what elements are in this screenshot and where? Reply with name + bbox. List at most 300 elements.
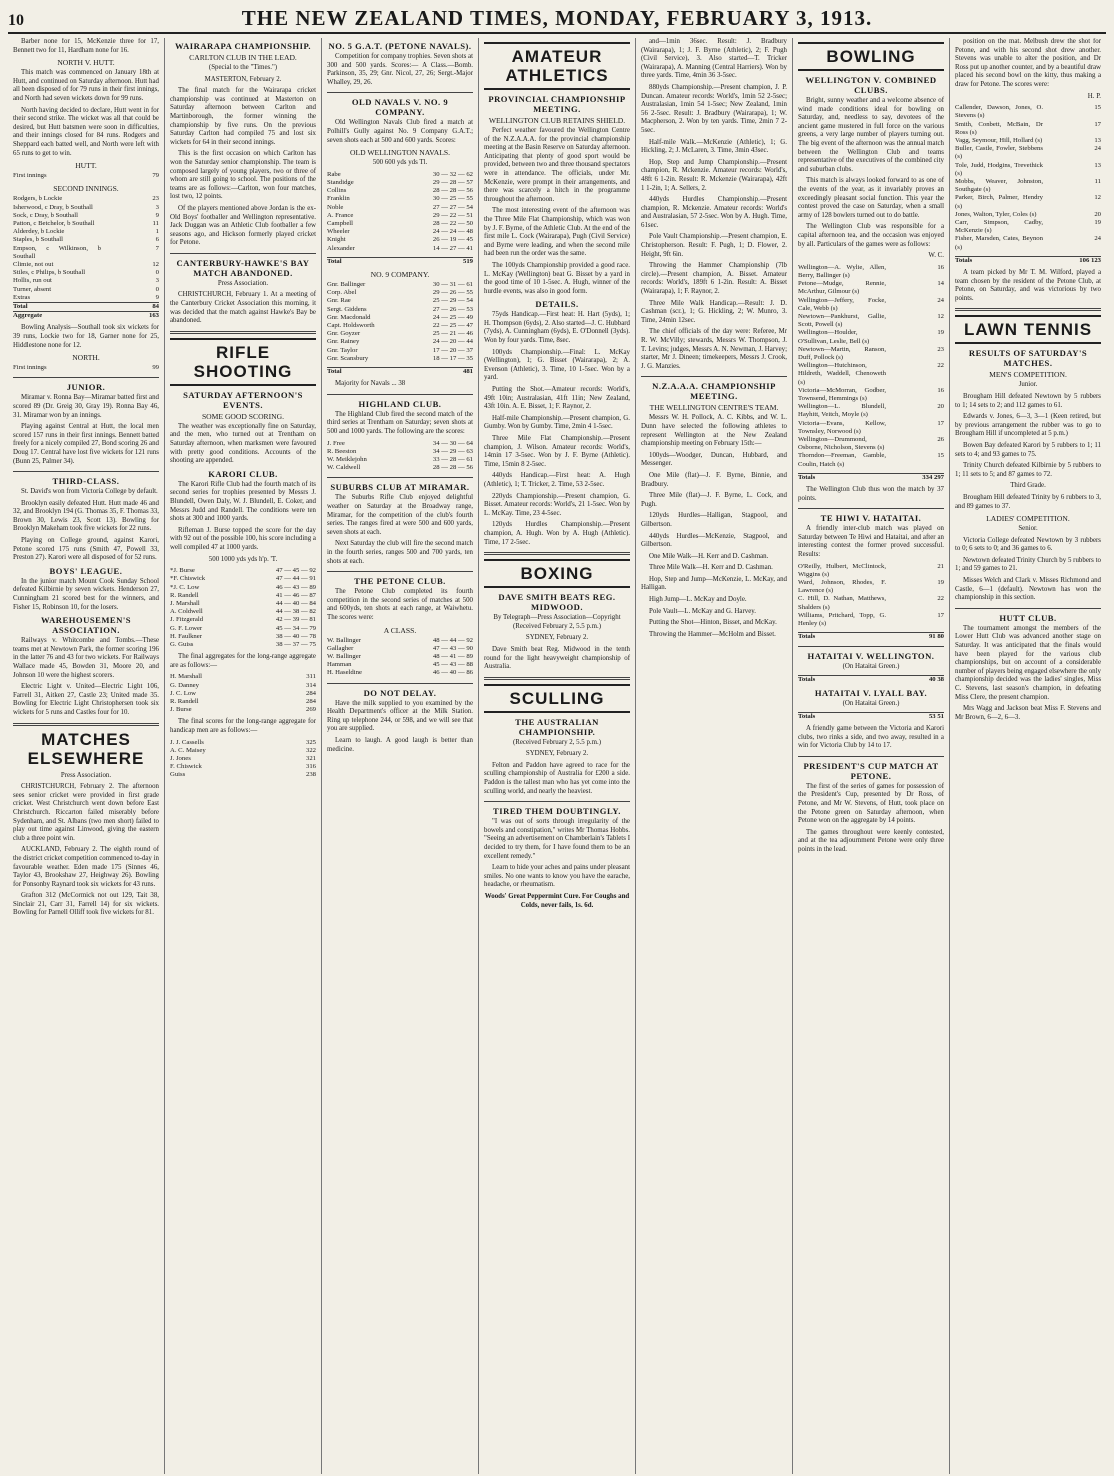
table-cell: Totals — [798, 473, 894, 482]
table-cell: Patton, c Betchelor, b Southall — [13, 219, 95, 227]
article-paragraph: Competition for company trophies. Seven shots at 300 and 500 yards. Scores:— A Class.—Bomb. Parkinson, 35, 29; Gnr. Nicol, 27, 26; Sergt.-Major Whalley, 29, 26. — [327, 53, 473, 86]
table-row — [170, 608, 316, 616]
table-row — [798, 329, 944, 345]
article-paragraph: This match is always looked forward to as one of the events of the year, as it invariably proves an exceedingly pleasant social function. This year the contest proved the case on Saturday, when a small army of 128 bowlers turned out to do battle. — [798, 177, 944, 219]
table-cell: Isherwood, c Dray, b Southall — [13, 203, 93, 211]
table-cell: Smith, Conbett, McBain, Dr Ross (s) — [955, 120, 1043, 136]
column-3 — [322, 38, 479, 1474]
table-row — [327, 195, 473, 203]
column-2 — [165, 38, 322, 1474]
table-cell: Capt. Holdsworth — [327, 322, 375, 329]
table-cell: 30 — 31 — 61 — [432, 280, 473, 288]
table-cell: First innings — [13, 364, 47, 372]
table-row — [798, 436, 944, 452]
table-cell: 47 — 44 — 91 — [275, 575, 316, 583]
divider — [484, 677, 630, 680]
article-paragraph: Bowling Analysis—Southall took six wickets for 39 runs, Lockie two for 18, Garner none for 25, Hiddlestone none for 12. — [13, 324, 159, 349]
table-row — [13, 269, 159, 277]
article-paragraph: Hop, Step and Jump Championship.—Present champion, R. Mckenzie. Amateur records: World's, 48ft 6 1-2in. Result: R. Mckenzie (Wairarapa), 42ft 1 1-2in, 1; A. Sellers, 2. — [641, 158, 787, 192]
table-cell: 7 — [155, 244, 159, 252]
article-paragraph: St. David's won from Victoria College by default. — [21, 488, 158, 496]
table-cell: Tole, Judd, Hodgins, Trevethick (s) — [955, 161, 1043, 177]
dateline: SYDNEY, February 2. — [525, 750, 589, 758]
table-cell: Gnr. Scansbury — [327, 354, 369, 362]
table-cell: Gallagher — [327, 644, 354, 652]
article-paragraph: The tournament amongst the members of the Lower Hutt Club was advanced another stage on Saturday. It was anticipated that the finals would have been played for the various club championships, but on account of a considerable number of players being engaged elsewhere the only championship decided was the ladies' singles, Miss C. Stevens, last season's champion, in defeating Miss Clere, the present champion. — [955, 624, 1101, 701]
table-cell: Gnr. Ballinger — [327, 280, 366, 288]
table-cell: G. Guiss — [170, 640, 194, 648]
table-cell: 33 — 28 — 61 — [432, 456, 473, 463]
venue-line: (On Hataitai Green.) — [842, 700, 900, 708]
table-cell: 316 — [305, 763, 316, 771]
table-cell: First innings — [13, 172, 47, 180]
table-row — [13, 245, 159, 261]
scorecard-aggregate — [170, 673, 316, 714]
article-paragraph: Of the players mentioned above Jordan is the ex-Old Boys' footballer and Wellington representative. Jack Duggan was an Athletic Club footballer a few seasons ago, and Hickson formerly played cricket for Petone. — [170, 204, 316, 247]
advert-heading: DO NOT DELAY. — [363, 687, 437, 698]
article-paragraph: Messrs W. H. Pollock, A. C. Kibbs, and W. L. Dunn have selected the following athletes to represent Wellington at the New Zealand championship meeting on February 15th:— — [641, 414, 787, 448]
scorecard-presidents-total — [955, 256, 1101, 265]
section-heading: N.Z.A.A.A. CHAMPIONSHIP MEETING. — [652, 381, 776, 402]
table-cell: 14 — 27 — 41 — [432, 244, 473, 252]
table-cell: 21 — [937, 562, 944, 570]
table-cell: Totals — [798, 633, 894, 642]
section-heading: THIRD-CLASS. — [52, 476, 120, 487]
article-paragraph: Putting the Shot—Hinton, Bisset, and McKay. — [649, 619, 777, 627]
table-cell: Turner, absent — [13, 285, 52, 293]
article-paragraph: Mrs Wagg and Jackson beat Miss F. Stevens and Mr Brown, 6—2, 6—3. — [955, 705, 1101, 721]
table-cell: 269 — [305, 706, 316, 714]
article-paragraph: The games throughout were keenly contested, and at the tea adjournment Petone were only three points in the lead. — [798, 828, 944, 853]
section-subheading: WELLINGTON CLUB RETAINS SHIELD. — [488, 116, 626, 125]
table-cell: 30 — 32 — 62 — [432, 170, 473, 178]
divider — [327, 683, 473, 684]
article-paragraph: Half-mile Walk.—McKenzie (Athletic), 1; G. Hickling, 2; J. McLaren, 3. Time, 3min 43sec. — [641, 138, 787, 155]
table-cell: 16 — [937, 386, 944, 394]
scorecard-karori — [170, 567, 316, 649]
table-cell: 14 — [937, 280, 944, 288]
article-paragraph: 440yds Hurdles—McKenzie, Stagpool, and Gilbertson. — [641, 532, 787, 549]
section-heading: WAREHOUSEMEN'S ASSOCIATION. — [40, 615, 132, 636]
table-cell: Vagg, Seymour, Hill, Hollard (s) — [955, 136, 1043, 144]
table-cell: 19 — [937, 329, 944, 337]
table-cell: Climie, not out — [13, 260, 54, 268]
table-row — [327, 220, 473, 228]
table-cell: 284 — [305, 697, 316, 705]
section-subheading: SOME GOOD SCORING. — [201, 411, 285, 421]
table-cell: 45 — 34 — 79 — [275, 624, 316, 632]
section-heading: DAVE SMITH BEATS REG. MIDWOOD. — [498, 592, 616, 613]
article-paragraph: Old Wellington Navals Club fired a match at Polhill's Gully against No. 9 Company G.A.T.; seven shots each at 500 and 600 yards. Scores: — [327, 119, 473, 144]
table-cell: Gnr. Taylor — [327, 346, 358, 354]
scorecard-co9 — [327, 281, 473, 363]
scorecard-navals-total — [327, 257, 473, 266]
article-paragraph: Miramar v. Ronna Bay—Miramar batted first and scored 89 (Dr. Greig 30, Gray 19). Ronna Bay 46, 31. Miramar won by an innings. — [13, 394, 159, 419]
table-cell: 27 — 26 — 53 — [432, 305, 473, 313]
section-subheading: LADIES' COMPETITION. — [986, 514, 1070, 524]
table-row — [327, 464, 473, 472]
table-cell: 84 — [101, 302, 159, 311]
article-paragraph: Three Mile Flat Championship.—Present champion, J. Wilson. Amateur records: World's, 14min 17 3-5sec. Won by J. F. Byrne (Athletic). Time, 15min 8 2-5sec. — [484, 435, 630, 468]
table-cell: Wellington—Drummond, Osborne, Nicholson, Stevens (s) — [798, 435, 885, 452]
table-cell: Franklin — [327, 195, 350, 203]
article-paragraph: CHRISTCHURCH, February 2. The afternoon sees senior cricket were provided in first grade cricket. West Christchurch went down before East Christchurch. Riccarton failed miserably before Sydenham, and St. Albans (two men short) failed to play out time against Linwood, giving the eastern club a three point win. — [13, 783, 159, 842]
table-cell: W. Ballinger — [327, 652, 361, 660]
table-cell: 25 — 21 — 46 — [432, 330, 473, 338]
section-heading: JUNIOR. — [66, 382, 106, 393]
table-cell: Fisher, Marsden, Cates, Beynon (s) — [955, 235, 1043, 251]
section-heading: WAIRARAPA CHAMPIONSHIP. — [174, 41, 312, 51]
dateline: MASTERTON, February 2. — [204, 75, 282, 83]
article-paragraph: Victoria College defeated Newtown by 3 rubbers to 0; 6 sets to 0; and 36 games to 6. — [955, 536, 1101, 553]
table-row — [170, 698, 316, 706]
section-heading: KARORI CLUB. — [208, 468, 278, 479]
table-cell: 22 — [937, 362, 944, 370]
article-paragraph: The Wellington Club thus won the match by 37 points. — [798, 485, 944, 502]
section-heading: TE HIWI V. HATAITAI. — [820, 513, 922, 524]
advert-paragraph: "I was out of sorts through irregularity of the bowels and constipation," writes Mr Thomas Hobbs. "Seeing an advertisement on Chamberlain's Tablets I decided to try them, for I have found them to be an excellent remedy." — [484, 818, 630, 860]
section-heading: NORTH V. HUTT. — [57, 58, 115, 68]
table-cell: Wellington—L. Blundell, Hayhitt, Veitch, Moyle (s) — [798, 403, 886, 419]
advert-heading: TIRED THEM DOUBTINGLY. — [493, 806, 621, 817]
section-headline: RIFLE SHOOTING — [170, 338, 316, 386]
table-row — [170, 625, 316, 633]
table-cell: 28 — 28 — 56 — [432, 187, 473, 195]
table-cell: J. Burse — [170, 706, 192, 714]
table-cell: 29 — 22 — 51 — [432, 211, 473, 219]
article-paragraph: A team picked by Mr T. M. Wilford, played a team chosen by the resident of the Petone Club, at Petone, on Saturday, and was victorious by two points. — [955, 269, 1101, 302]
table-cell: 41 — 46 — 87 — [275, 591, 316, 599]
article-paragraph: Edwards v. Jones, 6—3, 3—1 (Keen retired, but by previous arrangement the rubber was to go to Brougham Hill if uncompleted at 5 p.m.) — [955, 413, 1101, 438]
scorecard-lyall-total — [798, 712, 944, 721]
table-row — [955, 137, 1101, 145]
table-cell: 20 — [1094, 210, 1101, 218]
section-heading: HIGHLAND CLUB. — [358, 398, 442, 409]
article-paragraph: The Karori Rifle Club had the fourth match of its second series for trophies presented by Messrs J. Blundell, Owen Daly, W. J. Blundell, E. Coker, and Messrs Judd and Randell. The conditions were ten shots at 300 and 1000 yards. — [170, 480, 316, 523]
table-row — [798, 595, 944, 611]
table-cell: Jones, Walton, Tyler, Coles (s) — [955, 210, 1037, 218]
table-row — [170, 592, 316, 600]
table-cell: 34 — 29 — 63 — [432, 447, 473, 455]
table-cell: 0 — [155, 269, 159, 277]
scorecard-hiwi — [798, 563, 944, 629]
table-row — [170, 739, 316, 747]
table-cell: Sock, c Dray, b Southall — [13, 211, 78, 219]
article-paragraph: Three Mile (flat)—J. F. Byrne, L. Cock, and Pugh. — [641, 492, 787, 508]
table-row — [798, 346, 944, 362]
table-row-total — [798, 633, 944, 642]
table-cell: Buller, Castle, Fowler, Stebbens (s) — [955, 145, 1043, 161]
article-paragraph: The Petone Club completed its fourth competition in the second series of matches at 500 and 600yds, ten shots at each range, at Waiwhetu. The scores were: — [327, 588, 473, 621]
table-row — [13, 172, 159, 180]
divider — [798, 646, 944, 647]
table-row — [327, 645, 473, 653]
table-cell: 3 — [155, 203, 159, 211]
article-paragraph: CHRISTCHURCH, February 1. At a meeting of the Canterbury Cricket Association this morning, it was decided that the match against Hawke's Bay be abandoned. — [170, 291, 316, 325]
article-paragraph: position on the mat. Melbush drew the shot for Petone, and with his second shot drew another. Stevens was unable to alter the position, and Dr Ross put up another counter, and by a beautiful draw placed his second bowl on the kitty, thus making a draw for Petone. The scores were: — [955, 38, 1101, 88]
scorecard-hw-total — [798, 675, 944, 684]
table-cell: 91 80 — [894, 633, 944, 642]
article-paragraph: Grafton 312 (McCormick not out 129, Tait 38, Sinclair 21, Carr 31, Farrell 14) for six wickets. Bowling for Parnell Olliff took five wickets for 81. — [13, 892, 159, 917]
table-row — [327, 355, 473, 363]
table-row — [13, 212, 159, 220]
article-paragraph: The first of the series of games for possession of the President's Cup, presented by Dr Ross, of Petone, and Mr W. Stevens, of Hutt, took place on the Petone green on Saturday afternoon, when Petone won on the aggregate by 14 points. — [798, 782, 944, 825]
table-row — [327, 456, 473, 464]
scorecard-co9-total — [327, 367, 473, 376]
table-cell: Rabe — [327, 170, 341, 178]
table-cell: 23 — [937, 345, 944, 353]
table-cell: Alexander — [327, 244, 355, 252]
section-heading: HUTT CLUB. — [999, 612, 1057, 623]
table-cell: Ward, Johnson, Rhodes, F. Lawrence (s) — [798, 578, 886, 595]
table-cell: 3 — [155, 277, 159, 285]
table-cell: 24 — 20 — 44 — [432, 338, 473, 346]
class-heading: A CLASS. — [383, 625, 417, 635]
table-row — [955, 145, 1101, 161]
article-paragraph: Bowen Bay defeated Karori by 5 rubbers to 1; 11 sets to 4; and 93 games to 75. — [955, 441, 1101, 458]
article-paragraph: 120yds Hurdles Championship.—Present champion, A. Hugh. Won by A. Hugh (Athletic). Time, 17 2-5sec. — [484, 521, 630, 546]
table-row-total — [327, 368, 473, 377]
article-paragraph: Three Mile Walk—H. Kerr and D. Cashman. — [649, 564, 773, 572]
article-paragraph: 440yds Hurdles Championship.—Present champion, R. Mckenzie. Amateur records: World's and Australasian, 57 2-5sec. Won by A. Hugh. Time, 61sec. — [641, 196, 787, 229]
table-row — [955, 211, 1101, 219]
table-cell: 238 — [305, 771, 316, 779]
table-cell: O'Reilly, Hulbert, McClintock, Wiggins (s) — [798, 562, 886, 578]
table-cell: G. Danney — [170, 681, 199, 689]
table-cell: Rodgers, b Lockie — [13, 195, 63, 203]
table-cell: Williams, Pritchard, Topp, G. Henley (s) — [798, 611, 886, 627]
table-cell: 325 — [305, 738, 316, 746]
table-row — [955, 178, 1101, 194]
section-subheading: MEN'S COMPETITION. — [989, 370, 1067, 380]
scorecard-north — [13, 364, 159, 372]
section-headline: LAWN TENNIS — [955, 315, 1101, 344]
table-cell: 322 — [305, 746, 316, 754]
divider — [13, 377, 159, 378]
section-headline: AMATEUR ATHLETICS — [484, 42, 630, 90]
table-cell: G. F. Lower — [170, 624, 203, 632]
table-cell: Aggregate — [13, 312, 101, 321]
table-row — [13, 277, 159, 285]
article-paragraph: The chief officials of the day were: Referee, Mr R. W. McVilly; stewards, Messrs W. Thompson, J. T. Levins; judges, Messrs A. N. Newman, J. Harvey; starter, Mr J. Dineen; timekeepers, Messrs J. Crook, J. G. Manzies. — [641, 328, 787, 370]
divider — [327, 92, 473, 93]
column-7 — [950, 38, 1106, 1474]
table-cell: *J. C. Low — [170, 583, 200, 591]
table-cell: Extras — [13, 293, 31, 301]
table-cell: 29 — 28 — 57 — [432, 178, 473, 186]
masthead — [8, 6, 1106, 34]
table-row-total — [13, 302, 159, 311]
scorecard-handicap — [170, 739, 316, 780]
table-cell: F. Chiswick — [170, 763, 202, 771]
table-cell: Knight — [327, 236, 346, 244]
table-row — [955, 121, 1101, 137]
article-paragraph: This is the first occasion on which Carlton has won the Saturday senior championship. The team is composed largely of young players, two or three of whom are still going to school. The positions of the teams are as follows:—Carlton, won four matches, lost two, 12 points. — [170, 150, 316, 201]
table-cell: Gnr. Rainey — [327, 338, 360, 346]
article-paragraph: The final match for the Wairarapa cricket championship was continued at Masterton on Saturday afternoon between Carlton and Martinborough, the former winning the championship by five runs. On the previous Saturday Carlton had compiled 75 and lost six wickets for 64 in their second innings. — [170, 87, 316, 146]
table-row — [13, 204, 159, 212]
table-cell: 321 — [305, 754, 316, 762]
table-cell: Staples, b Southall — [13, 236, 63, 244]
team-heading: NO. 9 COMPANY. — [370, 269, 430, 279]
table-cell: Total — [327, 368, 451, 377]
article-paragraph: Rifleman J. Burse topped the score for the day with 92 out of the possible 100, his score including a well compiled 47 at 1000 yards. — [170, 526, 316, 551]
section-headline: SCULLING — [484, 684, 630, 713]
article-paragraph: Playing on College ground, against Karori, Petone scored 175 runs (Smith 47, Powell 33, Preston 27). Karori were all disposed of for 52 runs. — [13, 537, 159, 562]
table-row — [327, 289, 473, 297]
table-row — [798, 420, 944, 436]
table-cell: 6 — [155, 236, 159, 244]
section-heading: SATURDAY AFTERNOON'S EVENTS. — [183, 389, 303, 410]
table-cell: 46 — 40 — 86 — [432, 669, 473, 677]
table-row — [13, 261, 159, 269]
divider — [327, 394, 473, 395]
article-paragraph: AUCKLAND, February 2. The eighth round of the district cricket competition commenced to-day in favourable weather. Eden made 175 (Sinnes 46, Taylor 43, Brookshaw 27, Heighway 26). Bowling for Ponsonby Raynard took six wickets for 43 runs. — [13, 846, 159, 888]
table-cell: Total — [13, 302, 101, 311]
section-heading: DETAILS. — [535, 299, 579, 310]
table-row — [798, 563, 944, 579]
table-cell: 34 — 30 — 64 — [432, 439, 473, 447]
table-row — [327, 306, 473, 314]
table-cell: W. Caldwell — [327, 464, 361, 472]
table-cell: 9 — [155, 211, 159, 219]
table-header: 500 600 yds yds Tl. — [372, 159, 428, 167]
table-row — [327, 212, 473, 220]
table-cell: 42 — 39 — 81 — [275, 616, 316, 624]
table-cell: Petone—Mudge, Rennie, McArthur, Gilmour (s) — [798, 280, 886, 296]
table-cell: A. C. Maisey — [170, 746, 206, 754]
divider — [641, 376, 787, 377]
table-cell: 28 — 22 — 50 — [432, 219, 473, 227]
table-row — [798, 280, 944, 296]
section-heading: SUBURBS CLUB AT MIRAMAR. — [330, 482, 470, 493]
column-5 — [636, 38, 793, 1474]
column-4 — [479, 38, 636, 1474]
table-row-total — [955, 256, 1101, 265]
table-cell: 15 — [937, 452, 944, 460]
table-cell: Wellington—A. Wylie, Allen, Berry, Ballinger (s) — [798, 263, 886, 279]
table-row — [327, 661, 473, 669]
table-cell: 28 — 28 — 56 — [432, 464, 473, 472]
table-cell: 0 — [155, 285, 159, 293]
section-heading: HATAITAI V. WELLINGTON. — [807, 651, 935, 662]
article-paragraph: The most interesting event of the afternoon was the Three Mile Flat Championship, which was won by J. F. Byrne, of the Athletic Club. At the end of the first mile L. Cock (Wairarapa), Pugh (Civil Service) and Byrne were leading, and when the second mile had been run the order was the same. — [484, 207, 630, 258]
article-paragraph: In the junior match Mount Cook Sunday School defeated Kilbirnie by seven wickets. Henderson 27, Cunningham 21 scored best for the winners, and Fisher 15, Robinson 10, for the losers. — [13, 577, 159, 611]
table-cell: Guiss — [170, 771, 186, 779]
table-cell: Sergt. Giddens — [327, 305, 367, 313]
table-cell: 17 — 20 — 37 — [432, 346, 473, 354]
article-paragraph: Dave Smith beat Reg. Midwood in the tenth round for the light heavyweight championship of Australia. — [484, 645, 630, 671]
table-cell: Collins — [327, 187, 347, 195]
divider — [955, 608, 1101, 609]
table-cell: H. Marshall — [170, 673, 202, 681]
table-row — [170, 567, 316, 575]
table-row-total — [798, 473, 944, 482]
table-cell: Victoria—McMorran, Godber, Townsend, Hemmings (s) — [798, 386, 886, 402]
article-paragraph: 75yds Handicap.—First heat: H. Hart (5yds), 1; H. Thompson (6yds), 2. Also started—J. C. Hubbard (7yds), A. Cunningham (6yds), E. O'Donnell (3yds). Won by four yards. Time, 8sec. — [484, 311, 630, 345]
article-paragraph: Perfect weather favoured the Wellington Centre of the N.Z.A.A.A. for the provincial championship meeting at the Basin Reserve on Saturday afternoon. Anticipating that plenty of good sport would be provided, between two and three thousand spectators were in attendance. The officials, under Mr. McKenzie, were prompt in their arrangements, and there was scarcely a hitch in the programme throughout the afternoon. — [484, 127, 630, 203]
table-cell: 44 — 38 — 82 — [275, 608, 316, 616]
table-cell: Corp. Abel — [327, 289, 357, 297]
table-row — [170, 682, 316, 690]
table-cell: 22 — 25 — 47 — [432, 322, 473, 329]
section-subheading: THE WELLINGTON CENTRE'S TEAM. — [649, 403, 779, 413]
table-row — [798, 362, 944, 387]
table-cell: H. Haseldine — [327, 669, 362, 677]
column-6 — [793, 38, 950, 1474]
table-cell: Stiles, c Philips, b Southall — [13, 269, 86, 277]
table-row — [327, 322, 473, 330]
table-cell: Newtown—Pankhurst, Gallie, Scott, Powell (s) — [798, 312, 886, 329]
table-cell: Newtown—Martin, Ranson, Duff, Pollock (s) — [798, 345, 886, 361]
article-paragraph: North having decided to declare, Hutt went in for their second strike. The wicket was all that could be desired, but Hutt batsmen were soon in difficulties, and their innings closed for 84 runs. Rodgers and Sheppard each batted well, and North were left with 65 runs to get to win. — [13, 106, 159, 157]
table-cell: J. Marshall — [170, 599, 200, 607]
table-cell: 19 — [937, 578, 944, 586]
table-cell: J. J. Cassells — [170, 738, 204, 746]
scorecard-hutt-second — [13, 195, 159, 320]
article-paragraph: Three Mile Walk Handicap.—Result: J. D. Cashman (scr.), 1; G. Hickling, 2; W. Munro, 3. Time, 24min 12sec. — [641, 299, 787, 324]
article-paragraph: Electric Light v. United—Electric Light 106, Farrell 31, Aitken 27, Castle 23; United made 35. Bowling for Electric Light Christophersen took six wickets for 5 runs and Castles four for 10. — [13, 683, 159, 716]
table-cell: 20 — [937, 403, 944, 411]
table-row — [13, 220, 159, 228]
section-heading: CANTERBURY-HAWKE'S BAY MATCH ABANDONED. — [176, 257, 310, 278]
table-header: W. C. — [928, 252, 944, 260]
table-cell: 311 — [306, 673, 316, 681]
article-paragraph: Railways v. Whitcombe and Tombs.—These teams met at Newtown Park, the former scoring 196 in the latter 76 and 43 for two wickets. For Railways Wallace made 45, Bowden 31, Moore 20, and Johnson 10 were the highest scorers. — [13, 637, 159, 679]
table-cell: 314 — [305, 681, 316, 689]
table-row — [798, 452, 944, 468]
table-cell: 24 — [1094, 145, 1101, 153]
article-paragraph: High Jump—L. McKay and Doyle. — [649, 596, 747, 604]
divider — [955, 308, 1101, 311]
table-cell: Campbell — [327, 219, 354, 227]
table-cell: 19 — [1094, 219, 1101, 226]
article-paragraph: The final scores for the long-range aggregate for handicap men are as follows:— — [170, 718, 316, 734]
article-paragraph: The final aggregates for the long-range aggregate are as follows:— — [170, 653, 316, 669]
table-cell: 1 — [155, 228, 159, 236]
team-heading: OLD WELLINGTON NAVALS. — [349, 148, 451, 158]
table-cell: R. Randell — [170, 697, 199, 705]
table-cell: Totals — [798, 712, 894, 721]
table-cell: 12 — [152, 260, 159, 268]
table-cell: Totals — [798, 675, 894, 684]
table-row — [327, 179, 473, 187]
table-cell: 38 — 37 — 75 — [275, 640, 316, 648]
table-row — [327, 171, 473, 179]
table-cell: 12 — [937, 312, 944, 320]
section-heading: BOYS' LEAGUE. — [49, 565, 123, 576]
table-row — [327, 347, 473, 355]
table-cell: Wellington—Hutchinson, Hildreth, Waddell, Chenoweth (s) — [798, 362, 886, 386]
table-cell: Carr, Simpson, Cadby, McKenzie (s) — [955, 219, 1043, 235]
table-row — [170, 763, 316, 771]
table-cell: 24 — 25 — 49 — [432, 313, 473, 321]
section-heading: NO. 5 G.A.T. (PETONE NAVALS). — [328, 41, 472, 51]
article-paragraph: The 100yds Championship provided a good race. L. McKay (Wellington) beat G. Bisset by a yard in the good time of 10 1-5sec. A. Hugh, winner of the hurdle events, was also in good form. — [484, 261, 630, 295]
advert-paragraph: Learn to hide your aches and pains under pleasant smiles. No one wants to know you have the earache, headache, or rheumatism. — [484, 864, 630, 889]
table-cell: 26 — [937, 435, 944, 443]
table-cell: 30 — 25 — 55 — [432, 195, 473, 203]
table-cell: 44 — 40 — 84 — [275, 599, 316, 607]
table-row — [327, 204, 473, 212]
article-paragraph: Half-mile Championship.—Present champion, G. Gumby. Won by Gumby. Time, 2min 4 1-5sec. — [484, 414, 630, 431]
table-cell: Empson, c Wilkinson, b Southall — [13, 244, 101, 260]
byline: By Telegraph—Press Association—Copyright (Received February 2, 5.5 p.m.) — [493, 614, 621, 630]
section-heading: PROVINCIAL CHAMPIONSHIP MEETING. — [488, 94, 626, 114]
table-cell: 481 — [451, 368, 473, 377]
article-paragraph: The weather was exceptionally fine on Saturday, and the men, who turned out at Trentham on Saturday afternoon, when marksmen were favoured with pretty good conditions. Accounts of the shooting are appended. — [170, 422, 316, 465]
table-cell: Gnr. Rae — [327, 297, 351, 305]
